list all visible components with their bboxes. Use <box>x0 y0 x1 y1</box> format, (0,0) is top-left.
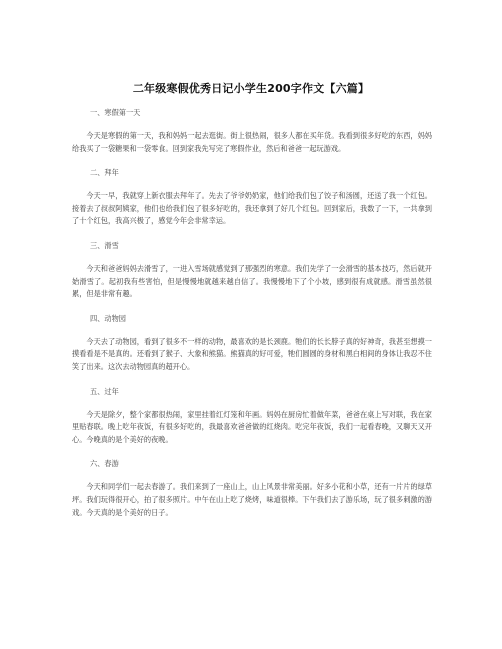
section-heading: 二、拜年 <box>90 168 119 178</box>
section-paragraph: 今天一早，我就穿上新衣服去拜年了。先去了爷爷奶奶家，他们给我们包了饺子和汤圆，还送了我一个红包。接着去了叔叔阿姨家，他们也给我们包了很多好吃的，我还拿到了好几个红包。回到家后，我数了一下，一共拿到了十个红包，我高兴极了，感觉今年会非常幸运。 <box>72 191 432 226</box>
section-spring-outing <box>72 458 432 519</box>
section-paragraph: 今天是除夕，整个家都很热闹，家里挂着红灯笼和年画。妈妈在厨房忙着做年菜，爸爸在桌上写对联，我在家里贴春联。晚上吃年夜饭，有很多好吃的，我最喜欢爸爸做的红烧肉。吃完年夜饭，我们一起看春晚，又聊天又开心。今晚真的是个美好的夜晚。 <box>72 409 432 444</box>
section-zoo <box>72 313 432 374</box>
document-body <box>72 107 432 531</box>
section-new-year-visit <box>72 167 432 228</box>
section-heading: 三、滑雪 <box>90 240 119 250</box>
section-heading: 五、过年 <box>90 386 119 396</box>
section-heading: 一、寒假第一天 <box>90 108 141 117</box>
section-paragraph: 今天是寒假的第一天，我和妈妈一起去逛街。街上很热闹，很多人都在买年货。我看到很多好吃的东西，妈妈给我买了一袋糖果和一袋零食。回到家我先写完了寒假作业，然后和爸爸一起玩游戏。 <box>72 131 432 153</box>
section-heading: 六、春游 <box>90 459 119 469</box>
section-skiing <box>72 240 432 301</box>
section-heading: 四、动物园 <box>90 313 126 323</box>
section-paragraph: 今天去了动物园，看到了很多不一样的动物，最喜欢的是长颈鹿。牠们的长长脖子真的好神奇，我甚至想摸一摸看看是不是真的。还看到了猴子、大象和熊猫。熊猫真的好可爱，牠们圆圆的身材和黑白相间的身体让我忍不住笑了出来。这次去动物园真的超开心。 <box>72 336 432 371</box>
section-winter-vacation-first-day <box>72 107 432 155</box>
section-new-year <box>72 386 432 447</box>
section-paragraph: 今天和爸爸妈妈去滑雪了，一进入雪场就感觉到了那强烈的寒意。我们先学了一会滑雪的基本技巧，然后就开始滑雪了。起初我有些害怕，但是慢慢地就越来越自信了。我慢慢地下了个小坡，感到很有成就感。滑雪虽然很累，但是非常有趣。 <box>72 263 432 299</box>
document-title: 二年级寒假优秀日记小学生200字作文【六篇】 <box>132 82 370 95</box>
section-paragraph: 今天和同学们一起去春游了。我们来到了一座山上，山上风景非常美丽。好多小花和小草，还有一片片的绿草坪。我们玩得很开心，拍了很多照片。中午在山上吃了烧烤，味道很棒。下午我们去了游乐场，玩了很多刺激的游戏。今天真的是个美好的日子。 <box>72 482 432 517</box>
